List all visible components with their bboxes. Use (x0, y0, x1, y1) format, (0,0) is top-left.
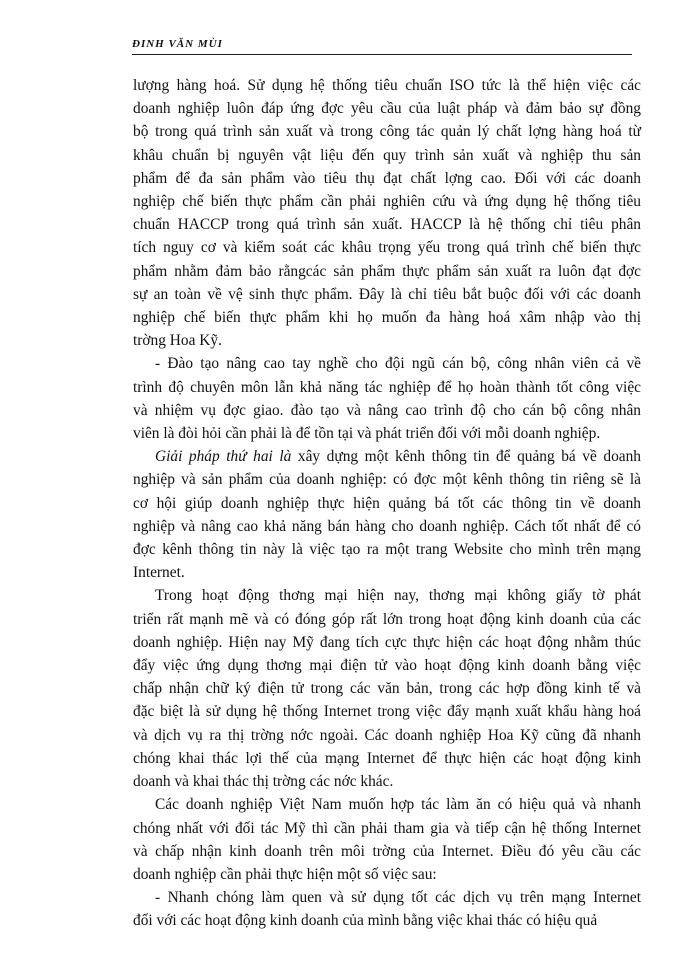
text-line (133, 306, 641, 329)
text-line (133, 654, 641, 677)
text-line (133, 445, 641, 468)
line-text: Trong hoạt động thơng mại hiện nay, thơng mại không giấy tờ phát (155, 587, 641, 605)
line-text: sự an toàn về vệ sinh thực phẩm. Đây là chỉ tiêu bắt buộc đối với các doanh (133, 285, 641, 303)
line-text: doanh nghiệp. Hiện nay Mỹ đang tích cực thực hiện các hoạt động nhằm thúc (133, 633, 641, 651)
line-text: phẩm nhằm đảm bảo rằngcác sản phẩm thực phẩm sản xuất ra luôn đạt đợc (133, 262, 641, 280)
text-line (133, 468, 641, 491)
line-text: đợc kênh thông tin này là việc tạo ra một trang Website cho mình trên mạng (133, 541, 641, 559)
text-line (133, 724, 641, 747)
text-line (133, 770, 641, 793)
text-line (133, 700, 641, 723)
paragraph-4 (133, 584, 641, 793)
line-text: tích nguy cơ và kiểm soát các khâu trọng yếu trong quá trình chế biến thực (133, 239, 641, 257)
line-text: Internet. (133, 564, 185, 582)
line-text: và chấp nhận kinh doanh trên môi trờng của Internet. Điều đó yêu cầu các (133, 842, 641, 860)
line-text: nghiệp và nâng cao khả năng bán hàng cho doanh nghiệp. Cách tốt nhất để có (133, 517, 641, 535)
text-line (133, 515, 641, 538)
text-line (133, 329, 641, 352)
paragraph-6 (133, 886, 641, 932)
line-text: chấp nhận chữ ký điện tử trong các văn bản, trong các hợp đồng kinh tế và (133, 680, 641, 698)
line-text: trờng Hoa Kỹ. (133, 332, 222, 350)
text-line (133, 213, 641, 236)
line-text: trình độ chuyên môn lẫn khả năng tác nghiệp để họ hoàn thành tốt công việc (133, 378, 641, 396)
line-text: xây dựng một kênh thông tin để quảng bá về doanh (291, 448, 641, 466)
line-text: đẩy việc ứng dụng thơng mại điện tử vào hoạt động kinh doanh bằng việc (133, 657, 641, 675)
line-text: chóng khai thác lợi thế của mạng Internet để thực hiện các hoạt động kinh (133, 749, 641, 767)
paragraph-1 (133, 74, 641, 352)
line-text: doanh nghiệp luôn đáp ứng đợc yêu cầu của luật pháp và đảm bảo sự đồng (133, 100, 641, 118)
line-text: phẩm để đa sản phẩm vào tiêu thụ đạt chất lợng cao. Đối với các doanh (133, 169, 641, 187)
document-body (133, 74, 641, 933)
line-text: - Đào tạo nâng cao tay nghề cho đội ngũ cán bộ, công nhân viên cả về (155, 355, 641, 373)
line-text: bộ trong quá trình sản xuất và trong công tác quản lý chất lợng hàng hoá từ (133, 123, 641, 141)
line-text: lượng hàng hoá. Sử dụng hệ thống tiêu chuẩn ISO tức là thể hiện việc các (133, 77, 641, 94)
text-line (133, 167, 641, 190)
running-header: ĐINH VĂN MÙI (132, 38, 223, 50)
line-text: khâu chuẩn bị nguyên vật liệu đến quy trình sản xuất và nghiệp thu sản (133, 146, 641, 164)
line-text: - Nhanh chóng làm quen và sử dụng tốt các dịch vụ trên mạng Internet (155, 889, 641, 907)
text-line (133, 793, 641, 816)
line-text: chóng nhất với đối tác Mỹ thì cần phải tham gia và tiếp cận hệ thống Internet (133, 819, 641, 837)
line-text: nghiệp chế biến thực phẩm khi họ muốn đa hàng hoá xâm nhập vào thị (133, 309, 641, 327)
text-line (133, 631, 641, 654)
text-line (133, 236, 641, 259)
line-text: Các doanh nghiệp Việt Nam muốn hợp tác làm ăn có hiệu quả và nhanh (155, 796, 641, 814)
line-text: và nhiệm vụ đợc giao. đào tạo và nâng cao trình độ cho cán bộ công nhân (133, 401, 641, 419)
text-line (133, 399, 641, 422)
text-line (133, 260, 641, 283)
text-line (133, 352, 641, 375)
text-line (133, 817, 641, 840)
line-text: và dịch vụ ra thị trờng nớc ngoài. Các doanh nghiệp Hoa Kỹ cũng đã nhanh (133, 726, 641, 744)
line-text: đặc biệt là sử dụng hệ thống Internet trong việc đẩy mạnh xuất khẩu hàng hoá (133, 703, 641, 721)
text-line (133, 863, 641, 886)
paragraph-3 (133, 445, 641, 584)
line-text: doanh nghiệp cần phải thực hiện một số việc sau: (133, 865, 437, 883)
text-line (133, 283, 641, 306)
line-text: doanh và khai thác thị trờng các nớc khác. (133, 773, 394, 791)
line-text: nghiệp chế biến thực phẩm cần phải nghiên cứu và ứng dụng hệ thống tiêu (133, 193, 641, 211)
text-line (133, 608, 641, 631)
text-line (133, 74, 641, 97)
text-line (133, 840, 641, 863)
text-line (133, 677, 641, 700)
text-line (133, 120, 641, 143)
text-line (133, 492, 641, 515)
paragraph-5 (133, 793, 641, 886)
text-line (133, 909, 641, 932)
line-text: viên là đòi hỏi cần phải là để tồn tại và phát triển đối với mỗi doanh nghiệp. (133, 425, 601, 443)
text-line (133, 538, 641, 561)
text-line (133, 422, 641, 445)
text-line (133, 886, 641, 909)
line-text: chuẩn HACCP trong quá trình sản xuất. HACCP là hệ thống chỉ tiêu phân (133, 216, 641, 234)
text-line (133, 584, 641, 607)
text-line (133, 97, 641, 120)
italic-lead: Giải pháp thứ hai là (155, 448, 292, 466)
paragraph-2 (133, 352, 641, 445)
text-line (133, 747, 641, 770)
line-text: đối với các hoạt động kinh doanh của mình bằng việc khai thác có hiệu quả (133, 912, 598, 930)
line-text: nghiệp và sản phẩm của doanh nghiệp: có đợc một kênh thông tin riêng sẽ là (133, 471, 641, 489)
text-line (133, 144, 641, 167)
text-line (133, 561, 641, 584)
text-line (133, 376, 641, 399)
text-line (133, 190, 641, 213)
line-text: cơ hội giúp doanh nghiệp thực hiện quảng bá tốt các thông tin về doanh (133, 494, 641, 512)
line-text: triển rất mạnh mẽ và có đóng góp rất lớn trong hoạt động kinh doanh của các (133, 610, 641, 628)
